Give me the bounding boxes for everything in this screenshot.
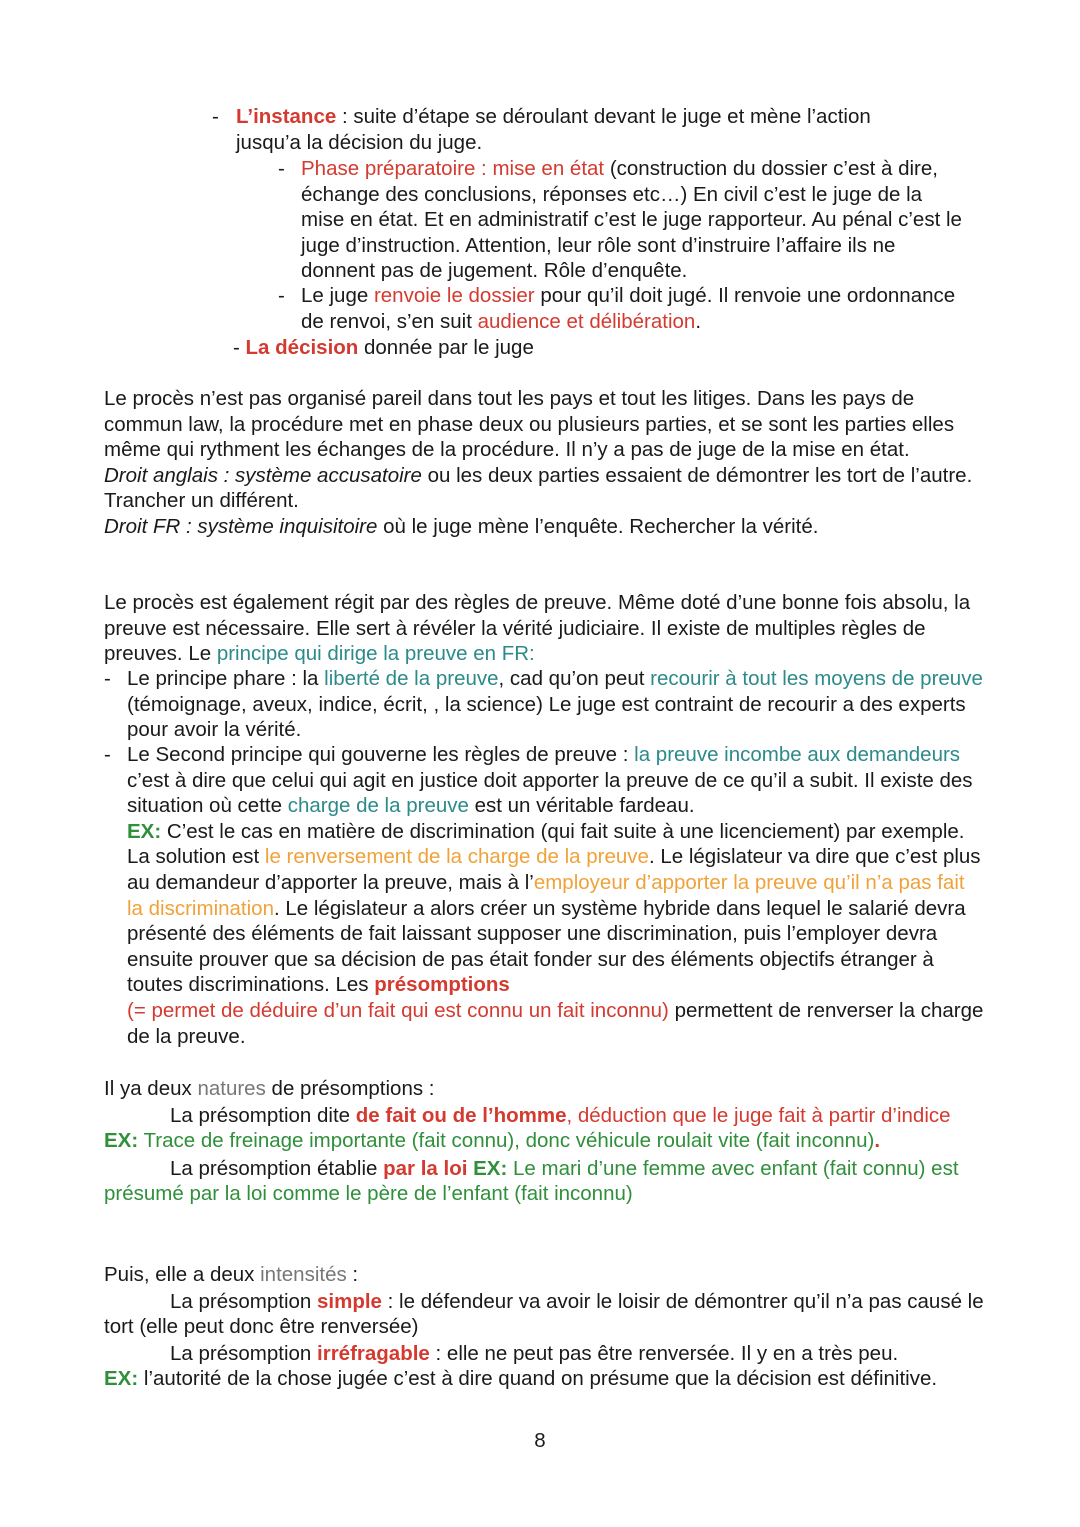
natures-text-a: Il ya deux (104, 1077, 198, 1100)
natures-heading (104, 1076, 984, 1102)
droit-anglais-label: Droit anglais : système accusatoire (104, 463, 422, 487)
simple-term: simple (317, 1289, 382, 1313)
period: . (874, 1129, 881, 1153)
intensites-text-c: : (346, 1263, 359, 1286)
presomptions-term: présomptions (374, 973, 510, 997)
irrefragable-term: irréfragable (317, 1341, 430, 1365)
ex-label: EX: (127, 819, 162, 843)
discrimination-text: C’est le cas en matière de discrimination (qui fait suite à une licenciement) par exemple. La solution est (127, 819, 965, 869)
phase-preparatoire-text: (construction du dossier c’est à dire, échange des conclusions, réponses etc…) En civil c’est le juge de la mise en état. Et en administratif c’est le juge rapporteur. Au pénal c’est le juge d’instruction. Attention, leur rôle sont d’instruire l’affaire ils ne donnent pas de jugement. Rôle d’enquête. (301, 157, 962, 283)
principe-phare-text-e: (témoignage, aveux, indice, écrit, , la science) Le juge est contraint de recourir a des experts pour avoir la vérité. (127, 692, 966, 742)
decision-item (233, 335, 933, 361)
paragraph-proces-organisation (104, 386, 984, 540)
renversement-charge: le renversement de la charge de la preuve (264, 845, 649, 869)
decision-prefix: - (233, 336, 246, 359)
fait-homme-term: de fait ou de l’homme (355, 1103, 567, 1127)
principe-preuve-fr: principe qui dirige la preuve en FR: (216, 642, 535, 666)
page-number: 8 (534, 1429, 546, 1452)
phase-preparatoire-term: Phase préparatoire : mise en état (301, 157, 605, 180)
decision-text: donnée par le juge (358, 336, 534, 359)
principe-phare-text-a: Le principe phare : la (127, 667, 325, 690)
intensites-word: intensités (260, 1263, 347, 1286)
list-dash: - (104, 743, 111, 766)
renvoi-text-a: Le juge (301, 284, 374, 307)
principe-phare-item (104, 666, 984, 743)
deduction-text: , déduction que le juge fait à partir d’indice (566, 1103, 951, 1127)
legislateur-text: . Le législateur va dire que c’est plus au demandeur d’apporter la preuve, mais à l’ (127, 845, 981, 894)
ex-label: EX: (467, 1156, 508, 1180)
droit-fr-label: Droit FR : système inquisitoire (104, 514, 378, 538)
renvoi-term: renvoie le dossier (373, 284, 535, 307)
instance-term: L’instance (236, 105, 337, 128)
natures-word: natures (197, 1077, 266, 1100)
presomption-loi (104, 1156, 984, 1207)
audience-term: audience et délibération (477, 309, 696, 333)
droit-fr-line (104, 514, 984, 540)
mari-example: Le mari d’une femme avec enfant (fait connu) est présumé par la loi comme le père de l’enfant (fait inconnu) (104, 1156, 959, 1206)
renvoi-item (278, 283, 968, 334)
presomption-irrefragable-a: La présomption (170, 1341, 318, 1365)
intensites-heading (104, 1262, 984, 1288)
simple-text: : le défendeur va avoir le loisir de démontrer qu’il n’a pas causé le tort (elle peut donc être renversée) (104, 1289, 984, 1339)
instance-item (212, 104, 932, 155)
list-dash: - (212, 105, 219, 128)
presomption-irrefragable (104, 1341, 984, 1392)
presomption-simple (104, 1289, 984, 1340)
second-principe-item (104, 742, 984, 1049)
presomptions-text: permettent de renverser la charge de la preuve. (127, 998, 984, 1048)
presomptions-definition: (= permet de déduire d’un fait qui est connu un fait inconnu) (127, 998, 669, 1022)
droit-anglais-line (104, 463, 984, 514)
ex-label: EX: (104, 1129, 139, 1153)
liberte-preuve: liberté de la preuve (324, 667, 499, 690)
decision-term: La décision (245, 336, 359, 359)
list-dash: - (278, 157, 285, 180)
proces-organisation-text: Le procès n’est pas organisé pareil dans tout les pays et tout les litiges. Dans les pays de commun law, la procédure met en phase deux ou plusieurs parties, et se sont les parties elles même qui rythment les échanges de la procédure. Il n’y a pas de juge de la mise en état. (104, 387, 955, 462)
irrefragable-text: : elle ne peut pas être renversée. Il y en a très peu. (429, 1341, 899, 1365)
renvoi-text-e: . (695, 309, 702, 333)
autorite-chose-jugee: l’autorité de la chose jugée c’est à dire quand on présume que la décision est définitive. (138, 1367, 938, 1391)
renvoi-text-c: pour qu’il doit jugé. Il renvoie une ordonnance de renvoi, s’en suit (301, 284, 956, 333)
employeur-preuve: employeur d’apporter la preuve qu’il n’a pas fait la discrimination (127, 870, 965, 920)
preuve-incombe: la preuve incombe aux demandeurs (634, 743, 961, 766)
paragraph-regles-preuve (104, 590, 984, 667)
second-principe-text-c: c’est à dire que celui qui agit en justice doit apporter la preuve de ce qu’il a subit. Il existe des situation où cette (127, 768, 973, 818)
presomption-etablie: La présomption établie (170, 1156, 384, 1180)
freinage-example: Trace de freinage importante (fait connu), donc véhicule roulait vite (fait inconnu) (138, 1129, 875, 1153)
second-principe-text-e: est un véritable fardeau. (468, 794, 695, 818)
list-dash: - (104, 667, 111, 690)
ex-label: EX: (104, 1367, 139, 1391)
presomption-simple-a: La présomption (170, 1289, 318, 1313)
droit-anglais-text: ou les deux parties essaient de démontrer les tort de l’autre. Trancher un différent. (104, 463, 973, 513)
list-dash: - (278, 284, 285, 307)
instance-text: : suite d’étape se déroulant devant le juge et mène l’action jusqu’a la décision du juge. (236, 105, 871, 154)
charge-preuve: charge de la preuve (287, 794, 469, 818)
presomption-dite: La présomption dite (170, 1103, 356, 1127)
regles-preuve-text: Le procès est également régit par des règles de preuve. Même doté d’une bonne fois absolu, la preuve est nécessaire. Elle sert à révéler la vérité judiciaire. Il existe de multiples règles de preuves. Le (104, 591, 971, 666)
intensites-text-a: Puis, elle a deux (104, 1263, 261, 1286)
second-principe-text-a: Le Second principe qui gouverne les règles de preuve : (127, 743, 635, 766)
phase-preparatoire-item (278, 156, 968, 284)
systeme-hybride-text: . Le législateur a alors créer un système hybride dans lequel le salarié devra présenté des éléments de fait laissant supposer une discrimination, puis l’employer devra ensuite prouver que sa décision de pas était fonder sur des éléments objectifs étranger à toutes discriminations. Les (127, 896, 966, 997)
droit-fr-text: où le juge mène l’enquête. Rechercher la vérité. (377, 514, 819, 538)
par-la-loi-term: par la loi (383, 1156, 468, 1180)
principe-phare-text-c: , cad qu’on peut (498, 667, 651, 690)
intensites-section (104, 1262, 984, 1392)
natures-text-c: de présomptions : (265, 1077, 435, 1100)
moyens-preuve: recourir à tout les moyens de preuve (650, 667, 983, 690)
natures-section (104, 1076, 984, 1207)
presomption-fait-homme (104, 1103, 984, 1154)
